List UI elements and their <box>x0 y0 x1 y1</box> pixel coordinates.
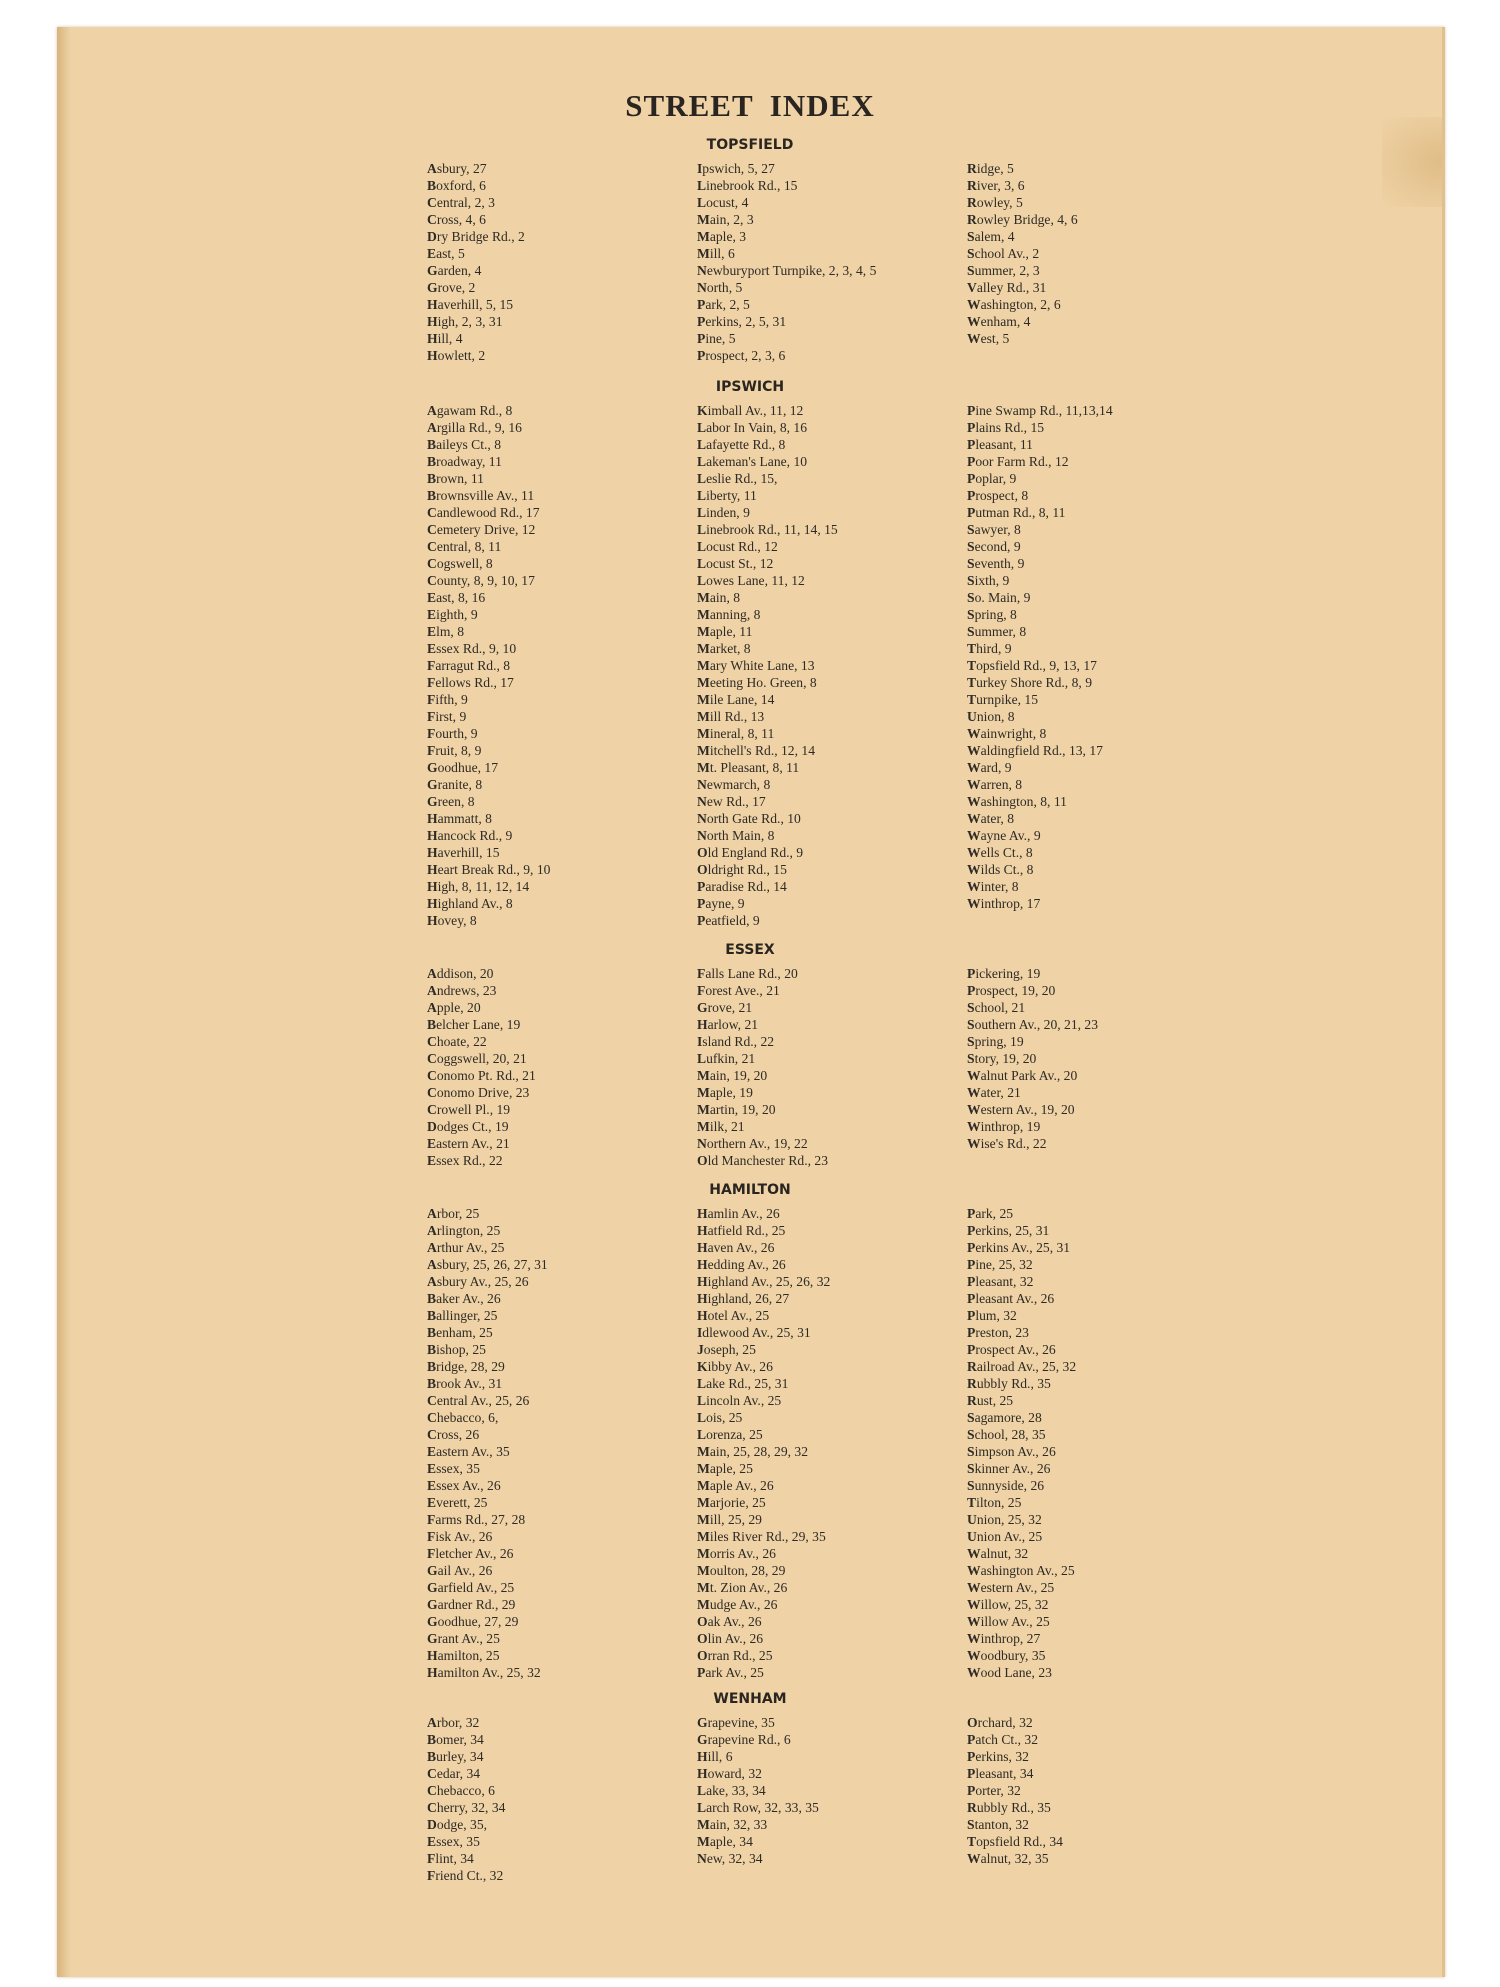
street-entry: Winthrop, 27 <box>967 1631 1041 1646</box>
street-entry: Summer, 2, 3 <box>967 263 1040 278</box>
street-entry: Agawam Rd., 8 <box>427 403 513 418</box>
street-entry: Mary White Lane, 13 <box>697 658 815 673</box>
street-entry: Kimball Av., 11, 12 <box>697 403 804 418</box>
street-column <box>427 1714 505 1884</box>
street-entry: Coggswell, 20, 21 <box>427 1051 527 1066</box>
street-entry: Bishop, 25 <box>427 1342 486 1357</box>
street-entry: Newburyport Turnpike, 2, 3, 4, 5 <box>697 263 877 278</box>
street-entry: Everett, 25 <box>427 1495 488 1510</box>
street-entry: Chebacco, 6, <box>427 1410 499 1425</box>
street-entry: Eastern Av., 35 <box>427 1444 510 1459</box>
street-entry: Fletcher Av., 26 <box>427 1546 514 1561</box>
street-entry: Fellows Rd., 17 <box>427 675 514 690</box>
street-entry: School, 28, 35 <box>967 1427 1046 1442</box>
street-entry: Grove, 2 <box>427 280 476 295</box>
street-entry: Rubbly Rd., 35 <box>967 1376 1051 1391</box>
street-entry: Sixth, 9 <box>967 573 1010 588</box>
street-entry: Essex, 35 <box>427 1461 480 1476</box>
street-entry: Martin, 19, 20 <box>697 1102 776 1117</box>
street-entry: Arbor, 32 <box>427 1715 480 1730</box>
street-entry: Willow, 25, 32 <box>967 1597 1049 1612</box>
street-entry: Mt. Pleasant, 8, 11 <box>697 760 800 775</box>
street-entry: Choate, 22 <box>427 1034 487 1049</box>
street-entry: Prospect, 19, 20 <box>967 983 1056 998</box>
street-entry: Linden, 9 <box>697 505 750 520</box>
street-entry: Lafayette Rd., 8 <box>697 437 786 452</box>
street-entry: Park Av., 25 <box>697 1665 764 1680</box>
street-entry: Garden, 4 <box>427 263 482 278</box>
street-column <box>967 402 1113 912</box>
street-entry: Grove, 21 <box>697 1000 753 1015</box>
street-entry: Tilton, 25 <box>967 1495 1022 1510</box>
street-entry: Union, 8 <box>967 709 1015 724</box>
street-entry: Grapevine Rd., 6 <box>697 1732 791 1747</box>
street-entry: Marjorie, 25 <box>697 1495 766 1510</box>
street-entry: Asbury, 25, 26, 27, 31 <box>427 1257 548 1272</box>
street-entry: Salem, 4 <box>967 229 1015 244</box>
street-entry: Plum, 32 <box>967 1308 1017 1323</box>
street-entry: Addison, 20 <box>427 966 494 981</box>
street-entry: Turkey Shore Rd., 8, 9 <box>967 675 1092 690</box>
street-entry: Willow Av., 25 <box>967 1614 1050 1629</box>
street-entry: Summer, 8 <box>967 624 1027 639</box>
street-entry: North, 5 <box>697 280 743 295</box>
street-entry: Ballinger, 25 <box>427 1308 498 1323</box>
street-entry: Howlett, 2 <box>427 348 486 363</box>
street-entry: Hatfield Rd., 25 <box>697 1223 786 1238</box>
street-entry: Western Av., 25 <box>967 1580 1055 1595</box>
street-entry: Goodhue, 17 <box>427 760 498 775</box>
street-entry: Winthrop, 19 <box>967 1119 1041 1134</box>
street-entry: Topsfield Rd., 34 <box>967 1834 1063 1849</box>
street-entry: Ridge, 5 <box>967 161 1014 176</box>
street-entry: Spring, 8 <box>967 607 1017 622</box>
street-entry: Eighth, 9 <box>427 607 478 622</box>
page-title: STREET INDEX <box>625 88 875 123</box>
street-entry: Central, 8, 11 <box>427 539 502 554</box>
street-entry: School Av., 2 <box>967 246 1040 261</box>
street-entry: Lincoln Av., 25 <box>697 1393 782 1408</box>
street-entry: Fourth, 9 <box>427 726 478 741</box>
street-entry: So. Main, 9 <box>967 590 1031 605</box>
street-entry: Main, 19, 20 <box>697 1068 768 1083</box>
street-entry: Western Av., 19, 20 <box>967 1102 1075 1117</box>
street-entry: Cherry, 32, 34 <box>427 1800 506 1815</box>
street-entry: Forest Ave., 21 <box>697 983 780 998</box>
street-entry: Union Av., 25 <box>967 1529 1043 1544</box>
street-entry: High, 2, 3, 31 <box>427 314 503 329</box>
street-entry: Walnut, 32 <box>967 1546 1029 1561</box>
street-entry: Pleasant, 32 <box>967 1274 1034 1289</box>
street-entry: Washington, 2, 6 <box>967 297 1061 312</box>
street-entry: Third, 9 <box>967 641 1012 656</box>
street-entry: Wayne Av., 9 <box>967 828 1041 843</box>
street-entry: Prospect Av., 26 <box>967 1342 1056 1357</box>
street-entry: Pine, 5 <box>697 331 736 346</box>
street-column <box>967 1205 1076 1681</box>
street-entry: School, 21 <box>967 1000 1026 1015</box>
street-entry: Valley Rd., 31 <box>967 280 1047 295</box>
street-entry: Main, 8 <box>697 590 741 605</box>
street-entry: River, 3, 6 <box>967 178 1025 193</box>
street-entry: Walnut Park Av., 20 <box>967 1068 1078 1083</box>
street-entry: Friend Ct., 32 <box>427 1868 504 1883</box>
street-entry: Maple, 19 <box>697 1085 753 1100</box>
street-entry: New Rd., 17 <box>697 794 766 809</box>
street-entry: Winthrop, 17 <box>967 896 1041 911</box>
street-entry: Ipswich, 5, 27 <box>697 161 775 176</box>
street-entry: Bomer, 34 <box>427 1732 484 1747</box>
street-entry: Arbor, 25 <box>427 1206 480 1221</box>
street-entry: Goodhue, 27, 29 <box>427 1614 519 1629</box>
street-entry: Grapevine, 35 <box>697 1715 775 1730</box>
street-entry: Lakeman's Lane, 10 <box>697 454 808 469</box>
street-entry: Wood Lane, 23 <box>967 1665 1052 1680</box>
street-entry: Baileys Ct., 8 <box>427 437 502 452</box>
street-entry: Moulton, 28, 29 <box>697 1563 786 1578</box>
street-entry: Simpson Av., 26 <box>967 1444 1056 1459</box>
street-entry: Leslie Rd., 15, <box>697 471 778 486</box>
street-column <box>967 160 1078 347</box>
street-entry: Dry Bridge Rd., 2 <box>427 229 525 244</box>
street-entry: Woodbury, 35 <box>967 1648 1046 1663</box>
street-entry: Olin Av., 26 <box>697 1631 764 1646</box>
street-entry: Gail Av., 26 <box>427 1563 493 1578</box>
street-entry: Essex Rd., 9, 10 <box>427 641 517 656</box>
street-entry: Eastern Av., 21 <box>427 1136 510 1151</box>
street-entry: Highland Av., 25, 26, 32 <box>697 1274 831 1289</box>
street-column <box>697 1205 830 1681</box>
street-entry: Maple, 34 <box>697 1834 753 1849</box>
street-column <box>427 1205 548 1681</box>
street-entry: Hill, 6 <box>697 1749 733 1764</box>
street-entry: Waldingfield Rd., 13, 17 <box>967 743 1103 758</box>
street-entry: Rowley Bridge, 4, 6 <box>967 212 1078 227</box>
street-entry: County, 8, 9, 10, 17 <box>427 573 535 588</box>
street-entry: Mitchell's Rd., 12, 14 <box>697 743 815 758</box>
street-entry: Lufkin, 21 <box>697 1051 756 1066</box>
street-entry: Sagamore, 28 <box>967 1410 1042 1425</box>
street-entry: Asbury, 27 <box>427 161 487 176</box>
street-entry: Maple, 11 <box>697 624 753 639</box>
street-entry: Chebacco, 6 <box>427 1783 495 1798</box>
street-entry: Brownsville Av., 11 <box>427 488 535 503</box>
street-entry: Water, 21 <box>967 1085 1021 1100</box>
street-entry: Warren, 8 <box>967 777 1023 792</box>
street-entry: Old England Rd., 9 <box>697 845 804 860</box>
street-entry: New, 32, 34 <box>697 1851 763 1866</box>
street-column <box>427 965 536 1169</box>
street-entry: Essex, 35 <box>427 1834 480 1849</box>
street-entry: Harlow, 21 <box>697 1017 759 1032</box>
street-entry: Bridge, 28, 29 <box>427 1359 505 1374</box>
street-entry: Peatfield, 9 <box>697 913 760 928</box>
street-entry: Arthur Av., 25 <box>427 1240 505 1255</box>
street-entry: Lake, 33, 34 <box>697 1783 766 1798</box>
street-entry: Pleasant Av., 26 <box>967 1291 1055 1306</box>
street-entry: Hammatt, 8 <box>427 811 492 826</box>
street-entry: Essex Rd., 22 <box>427 1153 503 1168</box>
street-entry: Haven Av., 26 <box>697 1240 775 1255</box>
street-entry: Maple, 25 <box>697 1461 753 1476</box>
street-entry: Old Manchester Rd., 23 <box>697 1153 829 1168</box>
street-entry: Washington, 8, 11 <box>967 794 1067 809</box>
street-entry: Asbury Av., 25, 26 <box>427 1274 529 1289</box>
street-entry: Hedding Av., 26 <box>697 1257 786 1272</box>
street-entry: Larch Row, 32, 33, 35 <box>697 1800 819 1815</box>
street-entry: Conomo Pt. Rd., 21 <box>427 1068 536 1083</box>
street-entry: Orran Rd., 25 <box>697 1648 773 1663</box>
street-entry: Meeting Ho. Green, 8 <box>697 675 817 690</box>
street-entry: Prospect, 2, 3, 6 <box>697 348 786 363</box>
street-entry: Turnpike, 15 <box>967 692 1038 707</box>
street-entry: Locust St., 12 <box>697 556 774 571</box>
street-entry: Island Rd., 22 <box>697 1034 775 1049</box>
street-entry: Baker Av., 26 <box>427 1291 501 1306</box>
street-entry: Falls Lane Rd., 20 <box>697 966 798 981</box>
street-entry: East, 8, 16 <box>427 590 486 605</box>
street-entry: Main, 32, 33 <box>697 1817 768 1832</box>
street-entry: Central, 2, 3 <box>427 195 495 210</box>
street-entry: Rowley, 5 <box>967 195 1023 210</box>
street-entry: Farms Rd., 27, 28 <box>427 1512 526 1527</box>
street-entry: High, 8, 11, 12, 14 <box>427 879 530 894</box>
street-entry: Ward, 9 <box>967 760 1012 775</box>
street-column <box>427 160 525 364</box>
street-entry: Rust, 25 <box>967 1393 1014 1408</box>
street-entry: Walnut, 32, 35 <box>967 1851 1049 1866</box>
street-entry: Labor In Vain, 8, 16 <box>697 420 808 435</box>
street-entry: Hancock Rd., 9 <box>427 828 513 843</box>
street-entry: North Gate Rd., 10 <box>697 811 801 826</box>
section-heading: TOPSFIELD <box>706 137 794 153</box>
street-entry: Green, 8 <box>427 794 475 809</box>
street-entry: Cross, 4, 6 <box>427 212 486 227</box>
street-entry: Second, 9 <box>967 539 1021 554</box>
street-entry: Lowes Lane, 11, 12 <box>697 573 805 588</box>
street-entry: Winter, 8 <box>967 879 1019 894</box>
street-entry: Oak Av., 26 <box>697 1614 762 1629</box>
street-entry: Seventh, 9 <box>967 556 1025 571</box>
street-entry: Pine Swamp Rd., 11,13,14 <box>967 403 1113 418</box>
street-entry: Sawyer, 8 <box>967 522 1021 537</box>
street-entry: Granite, 8 <box>427 777 483 792</box>
street-entry: Hotel Av., 25 <box>697 1308 770 1323</box>
street-entry: Mill, 6 <box>697 246 735 261</box>
street-entry: Burley, 34 <box>427 1749 484 1764</box>
street-entry: Pickering, 19 <box>967 966 1041 981</box>
street-entry: Pleasant, 11 <box>967 437 1033 452</box>
street-entry: Haverhill, 5, 15 <box>427 297 514 312</box>
street-entry: Newmarch, 8 <box>697 777 771 792</box>
street-entry: Crowell Pl., 19 <box>427 1102 511 1117</box>
street-entry: Wells Ct., 8 <box>967 845 1033 860</box>
street-entry: Perkins, 25, 31 <box>967 1223 1050 1238</box>
street-entry: Main, 25, 28, 29, 32 <box>697 1444 809 1459</box>
street-entry: Water, 8 <box>967 811 1015 826</box>
street-entry: Paradise Rd., 14 <box>697 879 787 894</box>
street-column <box>427 402 550 929</box>
street-entry: Wise's Rd., 22 <box>967 1136 1047 1151</box>
street-entry: Mineral, 8, 11 <box>697 726 775 741</box>
street-entry: Locust, 4 <box>697 195 749 210</box>
street-entry: Broadway, 11 <box>427 454 502 469</box>
street-entry: Orchard, 32 <box>967 1715 1033 1730</box>
street-entry: Heart Break Rd., 9, 10 <box>427 862 551 877</box>
street-entry: Brown, 11 <box>427 471 484 486</box>
street-entry: Southern Av., 20, 21, 23 <box>967 1017 1099 1032</box>
street-entry: Morris Av., 26 <box>697 1546 776 1561</box>
street-entry: Park, 2, 5 <box>697 297 750 312</box>
street-entry: Market, 8 <box>697 641 751 656</box>
street-entry: Manning, 8 <box>697 607 761 622</box>
street-entry: Preston, 23 <box>967 1325 1029 1340</box>
street-entry: Stanton, 32 <box>967 1817 1029 1832</box>
street-entry: Miles River Rd., 29, 35 <box>697 1529 826 1544</box>
street-entry: Belcher Lane, 19 <box>427 1017 521 1032</box>
section-heading: HAMILTON <box>709 1182 791 1198</box>
street-entry: Lake Rd., 25, 31 <box>697 1376 789 1391</box>
street-entry: Hamilton, 25 <box>427 1648 500 1663</box>
street-entry: Andrews, 23 <box>427 983 497 998</box>
street-entry: North Main, 8 <box>697 828 775 843</box>
street-entry: Plains Rd., 15 <box>967 420 1045 435</box>
section-heading: ESSEX <box>725 942 775 958</box>
street-entry: Milk, 21 <box>697 1119 745 1134</box>
street-entry: Elm, 8 <box>427 624 465 639</box>
street-column <box>697 402 838 929</box>
street-entry: Prospect, 8 <box>967 488 1029 503</box>
street-entry: Northern Av., 19, 22 <box>697 1136 808 1151</box>
street-entry: Dodge, 35, <box>427 1817 488 1832</box>
street-entry: Skinner Av., 26 <box>967 1461 1051 1476</box>
street-entry: Payne, 9 <box>697 896 745 911</box>
street-entry: Locust Rd., 12 <box>697 539 778 554</box>
street-entry: East, 5 <box>427 246 465 261</box>
street-entry: Flint, 34 <box>427 1851 474 1866</box>
street-entry: Rubbly Rd., 35 <box>967 1800 1051 1815</box>
section-heading: IPSWICH <box>715 379 785 395</box>
street-entry: Liberty, 11 <box>697 488 757 503</box>
street-entry: Brook Av., 31 <box>427 1376 503 1391</box>
street-entry: Apple, 20 <box>427 1000 481 1015</box>
street-entry: West, 5 <box>967 331 1010 346</box>
street-entry: Perkins Av., 25, 31 <box>967 1240 1071 1255</box>
street-entry: Pine, 25, 32 <box>967 1257 1033 1272</box>
street-entry: Pleasant, 34 <box>967 1766 1034 1781</box>
street-entry: Washington Av., 25 <box>967 1563 1075 1578</box>
street-entry: Union, 25, 32 <box>967 1512 1042 1527</box>
street-entry: Mt. Zion Av., 26 <box>697 1580 788 1595</box>
street-entry: First, 9 <box>427 709 467 724</box>
street-entry: Linebrook Rd., 11, 14, 15 <box>697 522 838 537</box>
street-entry: Maple Av., 26 <box>697 1478 774 1493</box>
street-entry: Wainwright, 8 <box>967 726 1047 741</box>
street-entry: Mudge Av., 26 <box>697 1597 778 1612</box>
street-entry: Kibby Av., 26 <box>697 1359 773 1374</box>
street-entry: Sunnyside, 26 <box>967 1478 1045 1493</box>
street-column <box>697 1714 819 1867</box>
street-entry: Topsfield Rd., 9, 13, 17 <box>967 658 1097 673</box>
street-entry: Mile Lane, 14 <box>697 692 775 707</box>
street-entry: Wilds Ct., 8 <box>967 862 1034 877</box>
street-entry: Poplar, 9 <box>967 471 1017 486</box>
street-entry: Patch Ct., 32 <box>967 1732 1038 1747</box>
street-entry: Joseph, 25 <box>697 1342 756 1357</box>
street-entry: Linebrook Rd., 15 <box>697 178 798 193</box>
street-entry: Grant Av., 25 <box>427 1631 500 1646</box>
street-entry: Lorenza, 25 <box>697 1427 763 1442</box>
section-heading: WENHAM <box>713 1691 787 1707</box>
street-entry: Boxford, 6 <box>427 178 486 193</box>
street-entry: Central Av., 25, 26 <box>427 1393 530 1408</box>
street-entry: Howard, 32 <box>697 1766 762 1781</box>
street-entry: Fruit, 8, 9 <box>427 743 482 758</box>
street-entry: Cross, 26 <box>427 1427 480 1442</box>
street-entry: Wenham, 4 <box>967 314 1031 329</box>
street-entry: Putman Rd., 8, 11 <box>967 505 1066 520</box>
street-entry: Haverhill, 15 <box>427 845 500 860</box>
street-entry: Cedar, 34 <box>427 1766 481 1781</box>
street-entry: Argilla Rd., 9, 16 <box>427 420 522 435</box>
street-entry: Railroad Av., 25, 32 <box>967 1359 1077 1374</box>
street-entry: Highland, 26, 27 <box>697 1291 790 1306</box>
street-entry: Farragut Rd., 8 <box>427 658 511 673</box>
street-entry: Mill, 25, 29 <box>697 1512 762 1527</box>
street-entry: Maple, 3 <box>697 229 747 244</box>
street-entry: Fifth, 9 <box>427 692 468 707</box>
street-entry: Benham, 25 <box>427 1325 493 1340</box>
street-entry: Essex Av., 26 <box>427 1478 501 1493</box>
street-entry: Poor Farm Rd., 12 <box>967 454 1069 469</box>
street-entry: Hamilton Av., 25, 32 <box>427 1665 541 1680</box>
street-entry: Conomo Drive, 23 <box>427 1085 530 1100</box>
street-entry: Mill Rd., 13 <box>697 709 765 724</box>
street-entry: Spring, 19 <box>967 1034 1024 1049</box>
street-entry: Park, 25 <box>967 1206 1014 1221</box>
street-entry: Gardner Rd., 29 <box>427 1597 516 1612</box>
street-entry: Porter, 32 <box>967 1783 1021 1798</box>
street-entry: Perkins, 2, 5, 31 <box>697 314 787 329</box>
street-column <box>697 160 876 364</box>
street-entry: Story, 19, 20 <box>967 1051 1037 1066</box>
street-entry: Cogswell, 8 <box>427 556 493 571</box>
street-column <box>967 965 1098 1152</box>
street-column <box>967 1714 1063 1867</box>
street-entry: Hill, 4 <box>427 331 463 346</box>
street-column <box>697 965 828 1169</box>
street-entry: Main, 2, 3 <box>697 212 754 227</box>
street-entry: Arlington, 25 <box>427 1223 501 1238</box>
street-entry: Idlewood Av., 25, 31 <box>697 1325 811 1340</box>
street-entry: Oldright Rd., 15 <box>697 862 787 877</box>
street-entry: Perkins, 32 <box>967 1749 1029 1764</box>
street-entry: Hamlin Av., 26 <box>697 1206 780 1221</box>
street-entry: Lois, 25 <box>697 1410 743 1425</box>
street-entry: Candlewood Rd., 17 <box>427 505 540 520</box>
street-entry: Hovey, 8 <box>427 913 477 928</box>
street-entry: Cemetery Drive, 12 <box>427 522 536 537</box>
street-entry: Fisk Av., 26 <box>427 1529 493 1544</box>
street-entry: Garfield Av., 25 <box>427 1580 515 1595</box>
street-entry: Dodges Ct., 19 <box>427 1119 509 1134</box>
street-entry: Highland Av., 8 <box>427 896 513 911</box>
